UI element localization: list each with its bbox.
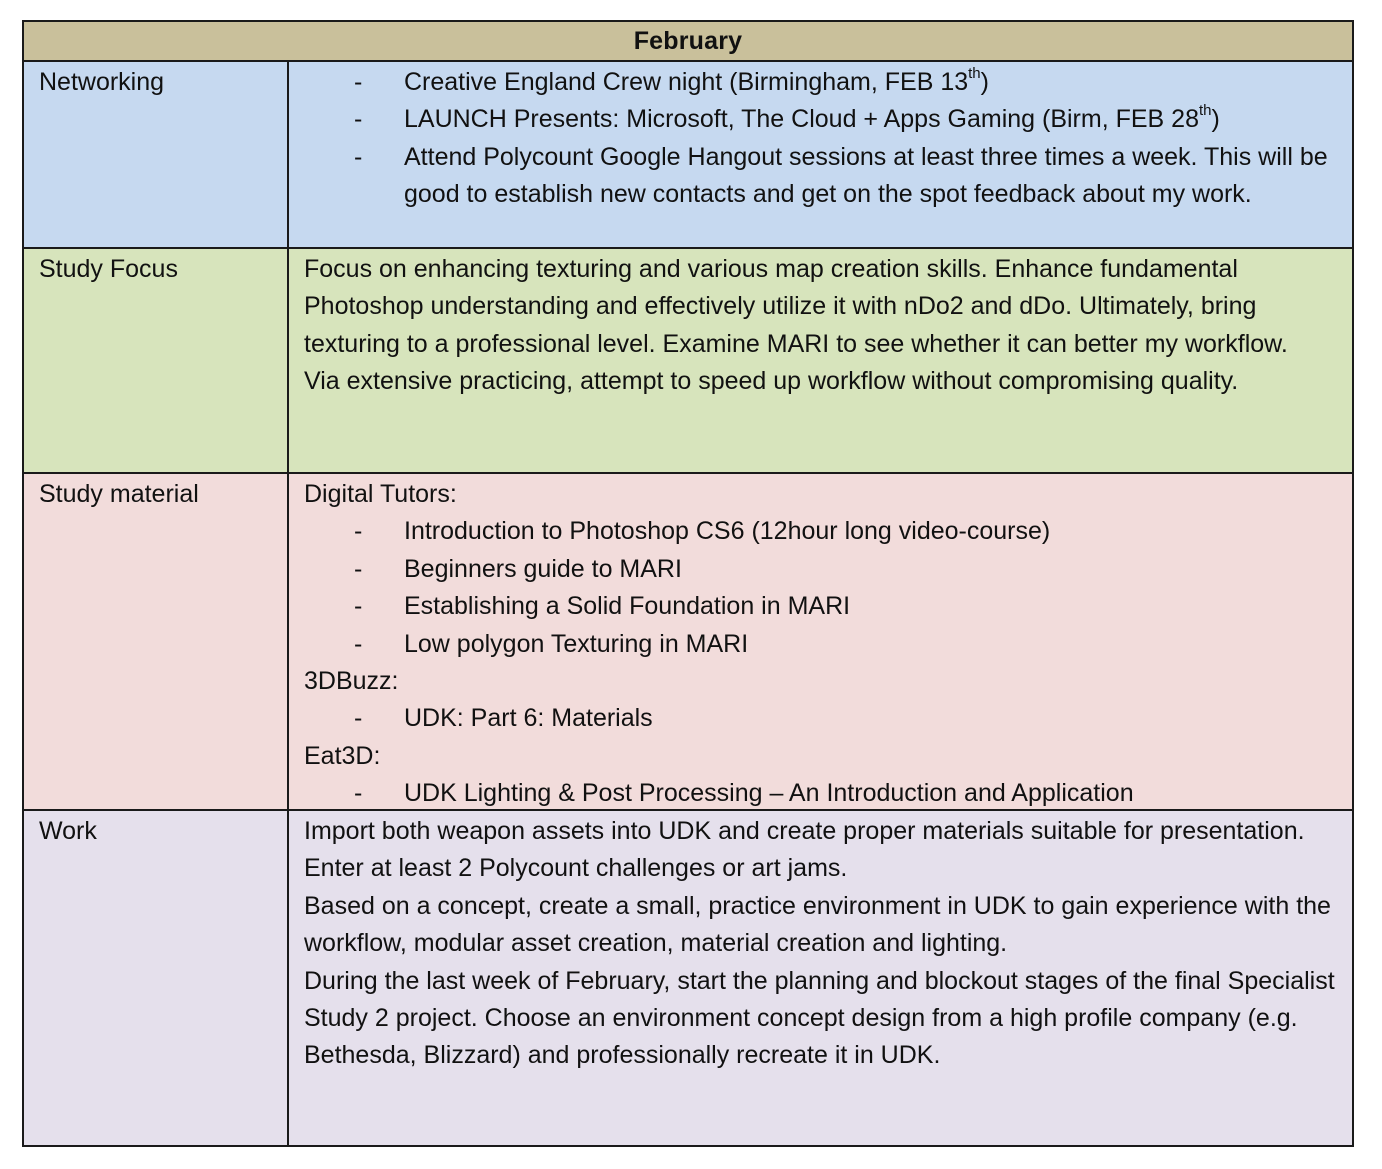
- row-label: Work: [24, 811, 289, 1145]
- list-item: - Low polygon Texturing in MARI: [304, 626, 1342, 663]
- bullet-dash: -: [354, 142, 363, 171]
- networking-row: [24, 60, 1352, 247]
- list-item: - Establishing a Solid Foundation in MARI: [304, 588, 1342, 625]
- list-item: - UDK: Part 6: Materials: [304, 700, 1342, 737]
- bullet-dash: -: [354, 592, 363, 621]
- bullet-dash: -: [354, 629, 363, 658]
- study-material-row: [24, 472, 1352, 809]
- bullet-dash: -: [354, 105, 363, 134]
- row-label: Study material: [24, 474, 289, 809]
- paragraph: Import both weapon assets into UDK and create proper materials suitable for presentation.: [304, 817, 1305, 845]
- group-title: 3DBuzz:: [304, 667, 399, 696]
- study-material-content: [289, 474, 1352, 809]
- bullet-dash: -: [354, 517, 363, 546]
- bullet-dash: -: [354, 68, 363, 96]
- study-focus-row: [24, 247, 1352, 472]
- bullet-dash: -: [354, 554, 363, 583]
- list-item: - Creative England Crew night (Birmingham, FEB 13th): [304, 64, 1342, 101]
- list-item: - Beginners guide to MARI: [304, 551, 1342, 588]
- bullet-dash: -: [354, 704, 363, 733]
- bullet-dash: -: [354, 779, 363, 808]
- row-label: Study Focus: [24, 249, 289, 472]
- list-item: - UDK Lighting & Post Processing – An Introduction and Application: [304, 775, 1342, 812]
- work-row: [24, 809, 1352, 1145]
- february-plan-table: [22, 20, 1354, 1147]
- group-title: Digital Tutors:: [304, 480, 457, 508]
- month-title: February: [633, 26, 743, 55]
- networking-content: [289, 62, 1352, 247]
- list-item: - Attend Polycount Google Hangout sessions at least three times a week. This will be good to establish new contacts and get on the spot feedback about my work.: [304, 139, 1342, 214]
- study-focus-content: [289, 249, 1352, 472]
- table-header: [24, 22, 1352, 60]
- paragraph: Via extensive practicing, attempt to speed up workflow without compromising quality.: [304, 367, 1239, 396]
- paragraph: Focus on enhancing texturing and various map creation skills. Enhance fundamental Photoshop understanding and effectively utilize it with nDo2 and dDo. Ultimately, bring texturing to a professional level. Examine MARI to see whether it can better my workflow.: [304, 255, 1288, 358]
- list-item: - LAUNCH Presents: Microsoft, The Cloud + Apps Gaming (Birm, FEB 28th): [304, 101, 1342, 138]
- group-title: Eat3D:: [304, 741, 381, 770]
- paragraph: Based on a concept, create a small, practice environment in UDK to gain experience with the workflow, modular asset creation, material creation and lighting.: [304, 891, 1331, 958]
- work-content: [289, 811, 1352, 1145]
- row-label: Networking: [24, 62, 289, 247]
- paragraph: Enter at least 2 Polycount challenges or art jams.: [304, 854, 848, 883]
- list-item: - Introduction to Photoshop CS6 (12hour long video-course): [304, 513, 1342, 550]
- paragraph: During the last week of February, start the planning and blockout stages of the final Specialist Study 2 project. Choose an environment concept design from a high profile company (e.g. Bethesda, Blizzard) and professionally recreate it in UDK.: [304, 966, 1335, 1070]
